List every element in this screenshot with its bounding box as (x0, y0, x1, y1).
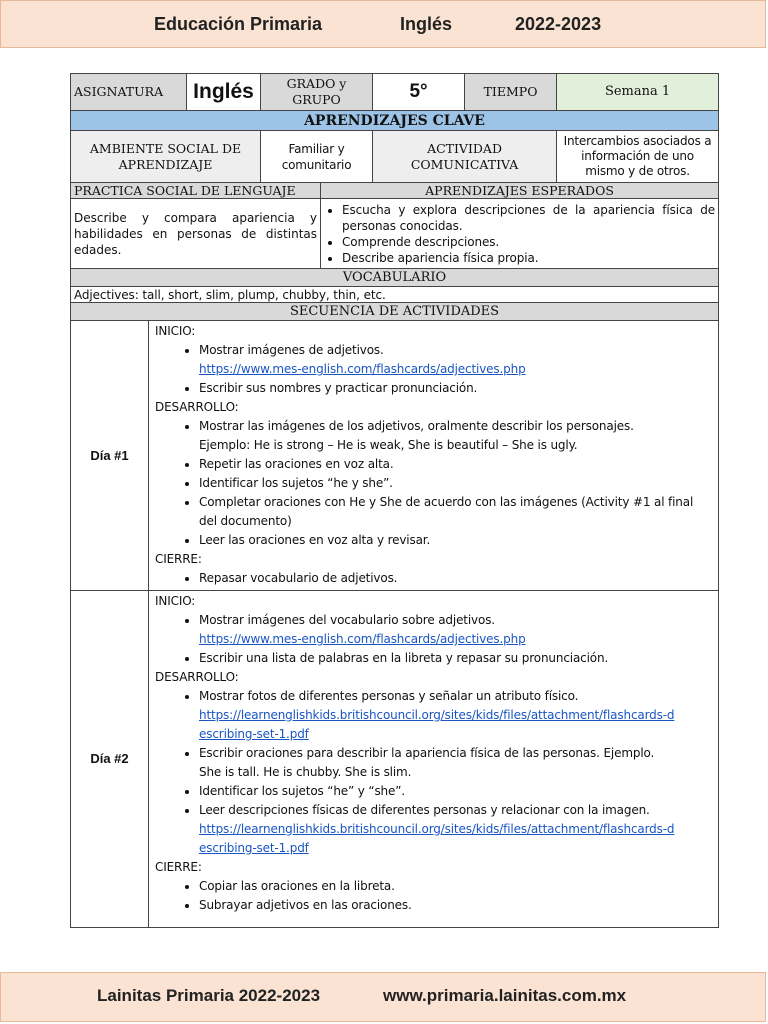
day2-cierre-list (155, 877, 715, 915)
day2-cierre-label: CIERRE: (155, 860, 202, 874)
day2-flashcards-link[interactable]: https://www.mes-english.com/flashcards/adjectives.php (199, 632, 526, 646)
esperado-item: • Comprende descripciones. (342, 234, 715, 250)
practica-label: PRACTICA SOCIAL DE LENGUAJE (71, 183, 321, 199)
day2-inicio-item: • Escribir una lista de palabras en la libreta y repasar su pronunciación. (199, 649, 715, 668)
aprendizajes-clave-heading: APRENDIZAJES CLAVE (71, 111, 719, 131)
day1-desarrollo-list (155, 417, 715, 550)
page-footer-banner (0, 972, 766, 1022)
actividad-label: ACTIVIDAD COMUNICATIVA (373, 131, 557, 183)
day2-desarrollo-label: DESARROLLO: (155, 670, 239, 684)
day2-desarrollo-item: • Identificar los sujetos “he” y “she”. (199, 782, 715, 801)
esperado-item: • Describe apariencia física propia. (342, 250, 715, 266)
header-level: Educación Primaria (154, 14, 323, 34)
footer-url[interactable]: www.primaria.lainitas.com.mx (383, 986, 627, 1005)
ambiente-value: Familiar y comunitario (261, 131, 373, 183)
vocabulario-heading: VOCABULARIO (71, 269, 719, 287)
day1-desarrollo-item (199, 417, 715, 455)
day2-activities (149, 591, 719, 928)
day2-cierre-item: • Copiar las oraciones en la libreta. (199, 877, 715, 896)
grado-label: GRADO y GRUPO (261, 74, 373, 111)
header-year: 2022-2023 (515, 14, 602, 34)
day1-activities (149, 321, 719, 591)
day1-inicio-item-text: Mostrar imágenes de adjetivos. (199, 343, 384, 357)
day1-inicio-list (155, 341, 715, 398)
practica-value (71, 199, 321, 269)
header-subject: Inglés (400, 14, 453, 34)
day1-flashcards-link[interactable]: https://www.mes-english.com/flashcards/adjectives.php (199, 362, 526, 376)
day2-desarrollo-item (199, 687, 715, 744)
ambiente-label: AMBIENTE SOCIAL DE APRENDIZAJE (71, 131, 261, 183)
day1-example-text: Ejemplo: He is strong – He is weak, She is beautiful – She is ugly. (199, 438, 578, 452)
day1-desarrollo-item: • Leer las oraciones en voz alta y revisar. (199, 531, 715, 550)
footer-brand: Lainitas Primaria 2022-2023 (97, 986, 321, 1005)
day1-label: Día #1 (71, 321, 149, 591)
grado-value: 5° (373, 74, 465, 111)
day2-desarrollo-item (199, 744, 715, 782)
day2-desarrollo-item-text: Escribir oraciones para describir la apariencia física de las personas. Ejemplo. (199, 746, 655, 760)
lesson-plan-table (70, 73, 719, 928)
day2-label: Día #2 (71, 591, 149, 928)
vocabulario-value: Adjectives: tall, short, slim, plump, chubby, thin, etc. (71, 287, 719, 303)
day1-desarrollo-item: • Repetir las oraciones en voz alta. (199, 455, 715, 474)
day1-inicio-item: • Escribir sus nombres y practicar pronunciación. (199, 379, 715, 398)
day2-inicio-label: INICIO: (155, 594, 196, 608)
day2-describing-link-2[interactable]: https://learnenglishkids.britishcouncil.org/sites/kids/files/attachment/flashcards-describing-set-1.pdf (199, 822, 675, 855)
day1-desarrollo-label: DESARROLLO: (155, 400, 239, 414)
secuencia-heading: SECUENCIA DE ACTIVIDADES (71, 303, 719, 321)
day2-example-text: She is tall. He is chubby. She is slim. (199, 765, 412, 779)
tiempo-label: TIEMPO (465, 74, 557, 111)
day2-inicio-item (199, 611, 715, 649)
day2-desarrollo-item (199, 801, 715, 858)
day2-describing-link-1[interactable]: https://learnenglishkids.britishcouncil.org/sites/kids/files/attachment/flashcards-describing-set-1.pdf (199, 708, 675, 741)
day1-cierre-list (155, 569, 715, 588)
asignatura-value: Inglés (187, 74, 261, 111)
day2-cierre-item: • Subrayar adjetivos en las oraciones. (199, 896, 715, 915)
actividad-value: Intercambios asociados a información de uno mismo y de otros. (557, 131, 719, 183)
day1-cierre-label: CIERRE: (155, 552, 202, 566)
esperado-item: • Escucha y explora descripciones de la apariencia física de personas conocidas. (342, 202, 715, 234)
day2-desarrollo-item-text: Mostrar fotos de diferentes personas y señalar un atributo físico. (199, 689, 579, 703)
esperados-list (324, 202, 715, 266)
day1-desarrollo-item-text: Mostrar las imágenes de los adjetivos, oralmente describir los personajes. (199, 419, 634, 433)
day2-desarrollo-item-text: Leer descripciones físicas de diferentes personas y relacionar con la imagen. (199, 803, 650, 817)
day1-cierre-item: • Repasar vocabulario de adjetivos. (199, 569, 715, 588)
esperados-label: APRENDIZAJES ESPERADOS (321, 183, 719, 199)
practica-text: Describe y compara apariencia y habilidades en personas de distintas edades. (74, 210, 318, 257)
day1-desarrollo-item: • Identificar los sujetos “he y she”. (199, 474, 715, 493)
day2-inicio-item-text: Mostrar imágenes del vocabulario sobre adjetivos. (199, 613, 495, 627)
day2-desarrollo-list (155, 687, 715, 858)
day2-inicio-list (155, 611, 715, 668)
asignatura-label: ASIGNATURA (71, 74, 187, 111)
day1-inicio-label: INICIO: (155, 324, 196, 338)
day1-inicio-item (199, 341, 715, 379)
esperados-list-cell (321, 199, 719, 269)
tiempo-value: Semana 1 (557, 74, 719, 111)
day1-desarrollo-item: • Completar oraciones con He y She de acuerdo con las imágenes (Activity #1 al final del documento) (199, 493, 715, 531)
page-header-banner (0, 0, 766, 48)
